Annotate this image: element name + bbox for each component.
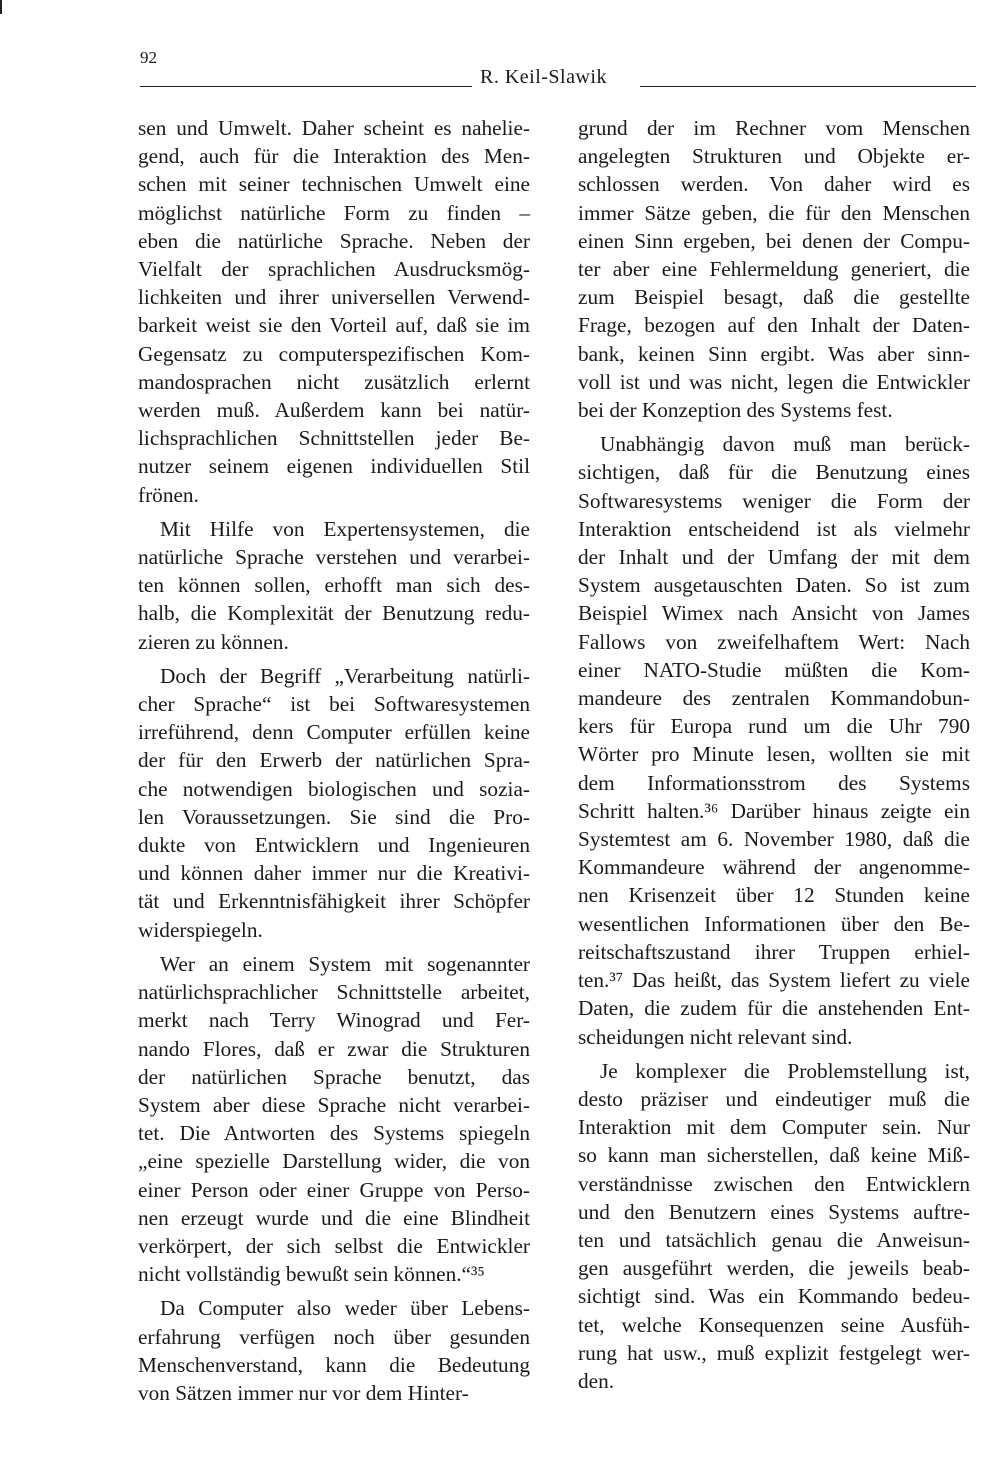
- text-line: che notwendigen biologischen und sozia-: [138, 776, 530, 801]
- text-line: Wörter pro Minute lesen, wollten sie mit: [578, 742, 970, 767]
- text-line: bei der Konzeption des Systems fest.: [578, 398, 893, 423]
- text-line: System aber diese Sprache nicht verarbei-: [138, 1092, 530, 1117]
- text-line: grund der im Rechner vom Menschen: [578, 116, 970, 140]
- text-line: Interaktion entscheidend ist als vielmehr: [578, 516, 970, 541]
- text-line: reitschaftszustand ihrer Truppen erhiel-: [578, 939, 970, 964]
- text-line: ter aber eine Fehlermeldung generiert, die: [578, 257, 970, 282]
- text-line: Gegensatz zu computerspezifischen Kom-: [138, 341, 530, 366]
- text-line: desto präziser und eindeutiger muß die: [578, 1086, 970, 1111]
- text-line: Da Computer also weder über Lebens-: [160, 1296, 530, 1321]
- paragraph: [138, 1294, 530, 1407]
- text-line: Je komplexer die Problemstellung ist,: [600, 1058, 970, 1083]
- text-line: dem Informationsstrom des Systems: [578, 770, 970, 795]
- text-line: bank, keinen Sinn ergibt. Was aber sinn-: [578, 341, 970, 366]
- text-line: einer Person oder einer Gruppe von Perso-: [138, 1177, 530, 1202]
- text-line: natürliche Sprache verstehen und verarbei-: [138, 545, 530, 570]
- text-line: lichkeiten und ihrer universellen Verwend-: [138, 285, 530, 310]
- text-line: System ausgetauschten Daten. So ist zum: [578, 573, 970, 598]
- text-line: nicht vollständig bewußt sein können.“³⁵: [138, 1262, 485, 1287]
- text-line: tät und Erkenntnisfähigkeit ihrer Schöpfer: [138, 889, 530, 914]
- text-line: so kann man sicherstellen, daß keine Miß-: [578, 1143, 970, 1168]
- text-line: ten.³⁷ Das heißt, das System liefert zu viele: [578, 968, 970, 993]
- text-line: ten können sollen, erhofft man sich des-: [138, 573, 530, 598]
- text-line: Softwaresystems weniger die Form der: [578, 488, 970, 513]
- text-line: und den Benutzern eines Systems auftre-: [578, 1199, 970, 1224]
- text-line: len Voraussetzungen. Sie sind die Pro-: [138, 804, 530, 829]
- text-line: und können daher immer nur die Kreativi-: [138, 861, 530, 886]
- text-line: Fallows von zweifelhaftem Wert: Nach: [578, 629, 970, 654]
- text-line: mandeure des zentralen Kommandobun-: [578, 686, 970, 711]
- text-line: gend, auch für die Interaktion des Men-: [138, 144, 530, 169]
- text-line: nutzer seinem eigenen individuellen Stil: [138, 454, 530, 479]
- text-line: möglichst natürliche Form zu finden –: [138, 200, 530, 225]
- text-line: einen Sinn ergeben, bei denen der Compu-: [578, 228, 970, 253]
- text-line: eben die natürliche Sprache. Neben der: [138, 228, 530, 253]
- text-line: tet, welche Konsequenzen seine Ausfüh-: [578, 1312, 970, 1337]
- text-line: kers für Europa rund um die Uhr 790: [578, 714, 970, 739]
- text-line: nen erzeugt wurde und die eine Blindheit: [138, 1205, 530, 1230]
- text-line: angelegten Strukturen und Objekte er-: [578, 144, 970, 169]
- text-line: Interaktion mit dem Computer sein. Nur: [578, 1115, 970, 1140]
- text-line: zieren zu können.: [138, 629, 289, 654]
- text-line: frönen.: [138, 482, 199, 507]
- text-line: nando Flores, daß er zwar die Strukturen: [138, 1036, 530, 1061]
- header-rule-left: [140, 86, 472, 87]
- text-line: Kommandeure während der angenomme-: [578, 855, 970, 880]
- text-line: dukte von Entwicklern und Ingenieuren: [138, 833, 530, 858]
- text-line: Vielfalt der sprachlichen Ausdrucksmög-: [138, 257, 530, 282]
- right-text-column: [578, 114, 970, 1401]
- text-line: werden muß. Außerdem kann bei natür-: [138, 398, 530, 423]
- text-line: natürlichsprachlicher Schnittstelle arbeitet,: [138, 980, 530, 1005]
- text-line: cher Sprache“ ist bei Softwaresystemen: [138, 692, 530, 717]
- text-line: halb, die Komplexität der Benutzung redu-: [138, 601, 530, 626]
- text-line: schen mit seiner technischen Umwelt eine: [138, 172, 530, 197]
- header-rule-right: [640, 86, 976, 87]
- text-line: Wer an einem System mit sogenannter: [160, 951, 530, 976]
- text-line: „eine spezielle Darstellung wider, die von: [138, 1149, 530, 1174]
- text-line: irreführend, denn Computer erfüllen keine: [138, 720, 530, 745]
- text-line: sen und Umwelt. Daher scheint es nahelie-: [138, 116, 530, 140]
- text-line: Doch der Begriff „Verarbeitung natürli-: [160, 663, 530, 688]
- text-line: Systemtest am 6. November 1980, daß die: [578, 827, 970, 852]
- paragraph: [138, 515, 530, 656]
- text-line: der natürlichen Sprache benutzt, das: [138, 1064, 530, 1089]
- text-line: von Sätzen immer nur vor dem Hinter-: [138, 1380, 469, 1405]
- paragraph: [138, 950, 530, 1288]
- paragraph: [578, 114, 970, 424]
- scan-edge-mark: [0, 0, 2, 14]
- text-line: scheidungen nicht relevant sind.: [578, 1024, 853, 1049]
- text-line: den.: [578, 1368, 615, 1393]
- text-line: Unabhängig davon muß man berück-: [600, 432, 970, 457]
- text-line: mandosprachen nicht zusätzlich erlernt: [138, 369, 530, 394]
- text-line: widerspiegeln.: [138, 917, 263, 942]
- text-line: erfahrung verfügen noch über gesunden: [138, 1324, 530, 1349]
- text-line: sichtigt sind. Was ein Kommando bedeu-: [578, 1284, 970, 1309]
- text-line: schlossen werden. Von daher wird es: [578, 172, 970, 197]
- text-line: barkeit weist sie den Vorteil auf, daß sie im: [138, 313, 530, 338]
- text-line: Mit Hilfe von Expertensystemen, die: [160, 516, 530, 541]
- text-line: Menschenverstand, kann die Bedeutung: [138, 1352, 530, 1377]
- text-line: Frage, bezogen auf den Inhalt der Daten-: [578, 313, 970, 338]
- text-line: immer Sätze geben, die für den Menschen: [578, 200, 970, 225]
- text-line: rung hat usw., muß explizit festgelegt wer-: [578, 1340, 970, 1365]
- text-line: der Inhalt und der Umfang der mit dem: [578, 545, 970, 570]
- page-number: 92: [140, 48, 157, 67]
- text-line: Schritt halten.³⁶ Darüber hinaus zeigte ein: [578, 798, 970, 823]
- paragraph: [138, 662, 530, 944]
- text-line: merkt nach Terry Winograd und Fer-: [138, 1008, 530, 1033]
- paragraph: [578, 1057, 970, 1395]
- text-line: lichsprachlichen Schnittstellen jeder Be-: [138, 426, 530, 451]
- text-line: einer NATO-Studie müßten die Kom-: [578, 657, 970, 682]
- text-line: Beispiel Wimex nach Ansicht von James: [578, 601, 970, 626]
- text-line: tet. Die Antworten des Systems spiegeln: [138, 1121, 530, 1146]
- text-line: der für den Erwerb der natürlichen Spra-: [138, 748, 530, 773]
- text-line: verständnisse zwischen den Entwicklern: [578, 1171, 970, 1196]
- text-line: verkörpert, der sich selbst die Entwickler: [138, 1233, 530, 1258]
- text-line: sichtigen, daß für die Benutzung eines: [578, 460, 970, 485]
- text-line: ten und tatsächlich genau die Anweisun-: [578, 1227, 970, 1252]
- paragraph: [138, 114, 530, 509]
- paragraph: [578, 430, 970, 1050]
- left-text-column: [138, 114, 530, 1413]
- text-line: voll ist und was nicht, legen die Entwickler: [578, 369, 970, 394]
- text-line: gen ausgeführt werden, die jeweils beab-: [578, 1256, 970, 1281]
- text-line: zum Beispiel besagt, daß die gestellte: [578, 285, 970, 310]
- text-line: nen Krisenzeit über 12 Stunden keine: [578, 883, 970, 908]
- text-line: wesentlichen Informationen über den Be-: [578, 911, 970, 936]
- text-line: Daten, die zudem für die anstehenden Ent-: [578, 996, 970, 1021]
- running-head: R. Keil-Slawik: [480, 66, 607, 88]
